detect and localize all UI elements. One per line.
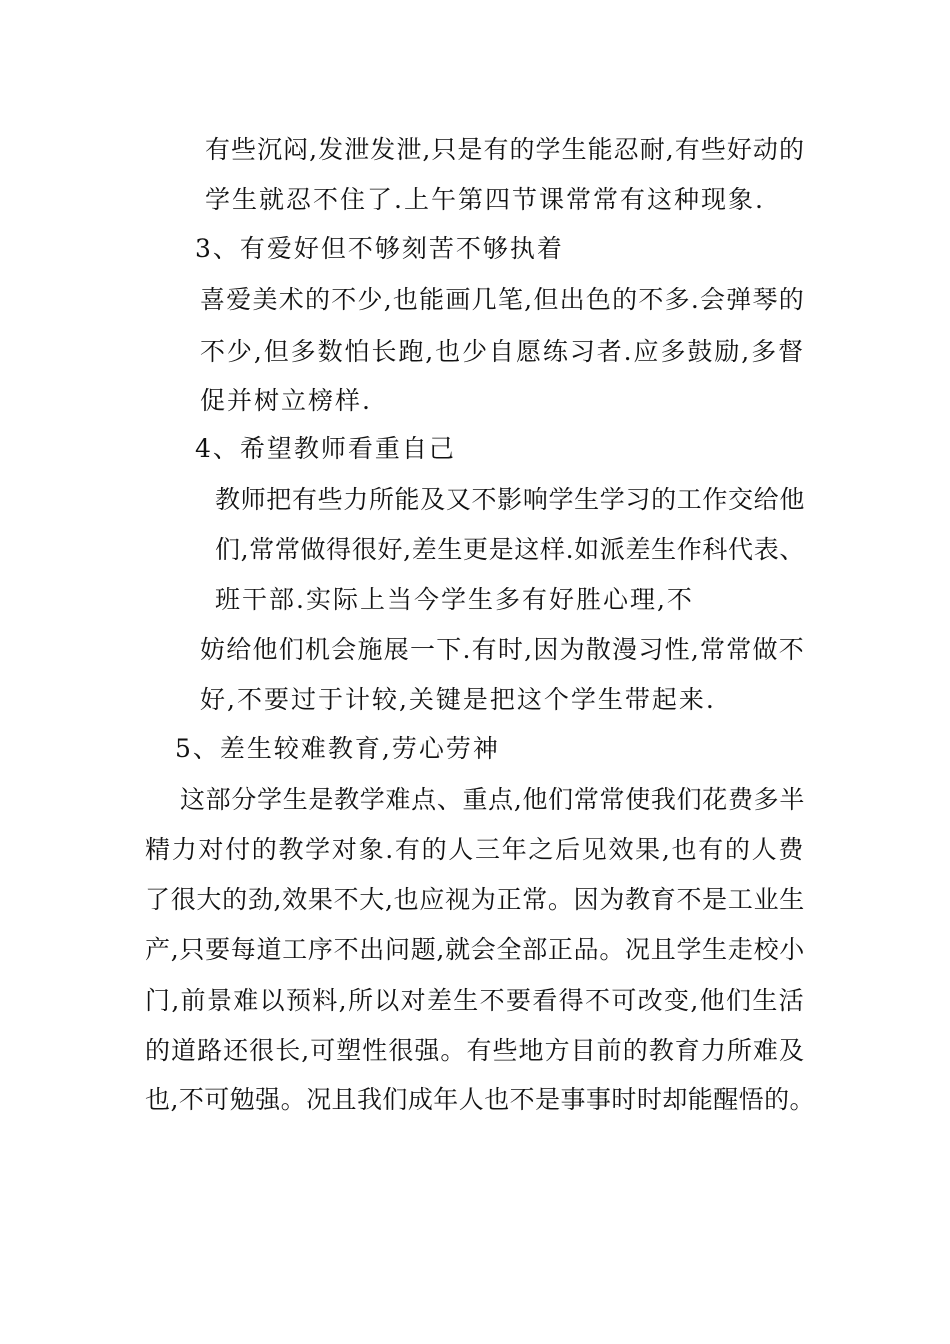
paragraph-line: 精力对付的教学对象.有的人三年之后见效果,也有的人费 [145, 835, 805, 864]
section-heading: 4、希望教师看重自己 [195, 434, 456, 463]
paragraph-line: 们,常常做得很好,差生更是这样.如派差生作科代表、 [215, 535, 805, 564]
paragraph-line: 促并树立榜样. [200, 386, 372, 415]
paragraph-line: 喜爱美术的不少,也能画几笔,但出色的不多.会弹琴的 [200, 285, 805, 314]
paragraph-line: 的道路还很长,可塑性很强。有些地方目前的教育力所难及 [145, 1036, 805, 1065]
paragraph-line: 学生就忍不住了.上午第四节课常常有这种现象. [205, 185, 765, 214]
paragraph-line: 班干部.实际上当今学生多有好胜心理,不 [215, 585, 694, 614]
paragraph-line: 这部分学生是教学难点、重点,他们常常使我们花费多半 [180, 785, 805, 814]
paragraph-line: 好,不要过于计较,关键是把这个学生带起来. [200, 685, 716, 714]
paragraph-line: 不少,但多数怕长跑,也少自愿练习者.应多鼓励,多督 [200, 337, 805, 366]
paragraph-line: 妨给他们机会施展一下.有时,因为散漫习性,常常做不 [200, 635, 805, 664]
paragraph-line: 门,前景难以预料,所以对差生不要看得不可改变,他们生活 [145, 986, 805, 1015]
paragraph-line: 了很大的劲,效果不大,也应视为正常。因为教育不是工业生 [145, 885, 805, 914]
paragraph-line: 也,不可勉强。况且我们成年人也不是事事时时却能醒悟的。 [145, 1085, 815, 1114]
section-heading: 5、差生较难教育,劳心劳神 [175, 734, 500, 763]
paragraph-line: 产,只要每道工序不出问题,就会全部正品。况且学生走校小 [145, 935, 805, 964]
paragraph-line: 教师把有些力所能及又不影响学生学习的工作交给他 [215, 485, 805, 514]
section-heading: 3、有爱好但不够刻苦不够执着 [195, 234, 564, 263]
paragraph-line: 有些沉闷,发泄发泄,只是有的学生能忍耐,有些好动的 [205, 135, 805, 164]
